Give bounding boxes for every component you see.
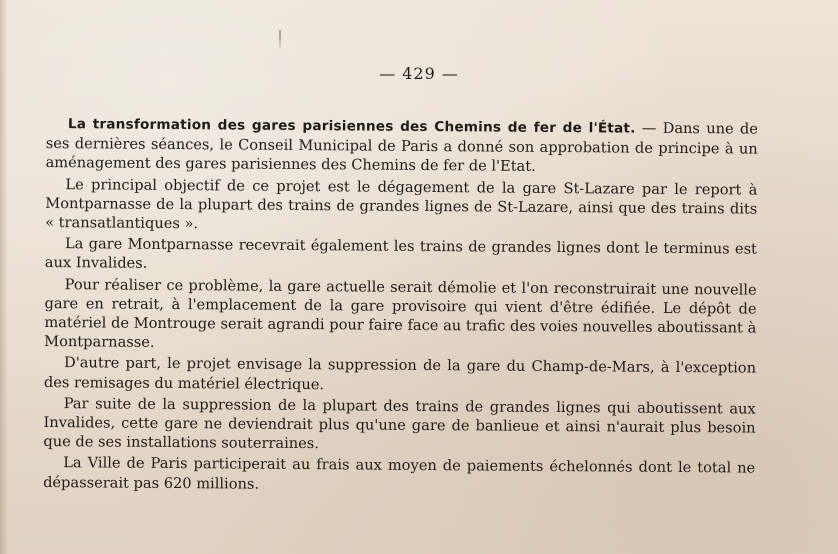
page-edge-shadow: [0, 0, 8, 554]
article-paragraph-4: Pour réaliser ce problème, la gare actuelle serait démolie et l'on reconstruirait une nouvelle gare en retrait, à l'emplacement de la gare provisoire qui vient d'être édifiée. Le dépôt de matériel de Montrouge serait agrandi pour faire face au trafic des voies nouvelles aboutissant à Montparnasse.: [44, 275, 757, 352]
article-paragraph-6: Par suite de la suppression de la plupart des trains de grandes lignes qui aboutissent aux Invalides, cette gare ne deviendrait plus qu'une gare de banlieue et ainsi n'aurait plus besoin que de ses installations souterraines.: [43, 394, 756, 453]
page-number: — 429 —: [379, 64, 459, 83]
article-body: [43, 114, 758, 499]
article-paragraph-2: Le principal objectif de ce projet est le dégagement de la gare St-Lazare par le report à Montparnasse de la plupart des trains de grandes lignes de St-Lazare, ainsi que des trains dits « transatlantiques ».: [45, 175, 758, 233]
article-paragraph-3: La gare Montparnasse recevrait également les trains de grandes lignes dont le terminus est aux Invalides.: [44, 235, 758, 273]
article-paragraph-5: D'autre part, le projet envisage la suppression de la gare du Champ-de-Mars, à l'exception des remisages du matériel électrique.: [43, 354, 757, 393]
article-lead-text: — Dans une de ses dernières séances, le Conseil Municipal de Paris a donné son approbation de principe à un aménagement des gares parisiennes des Chemins de fer de l'Etat.: [45, 119, 759, 176]
article-paragraph-1: [46, 114, 758, 178]
pin-mark: [279, 30, 281, 52]
article-headline: La transformation des gares parisiennes des Chemins de fer de l'État.: [67, 116, 636, 137]
article-paragraph-7: La Ville de Paris participerait au frais aux moyen de paiements échelonnés dont le total ne dépasserait pas 620 millions.: [43, 454, 756, 493]
